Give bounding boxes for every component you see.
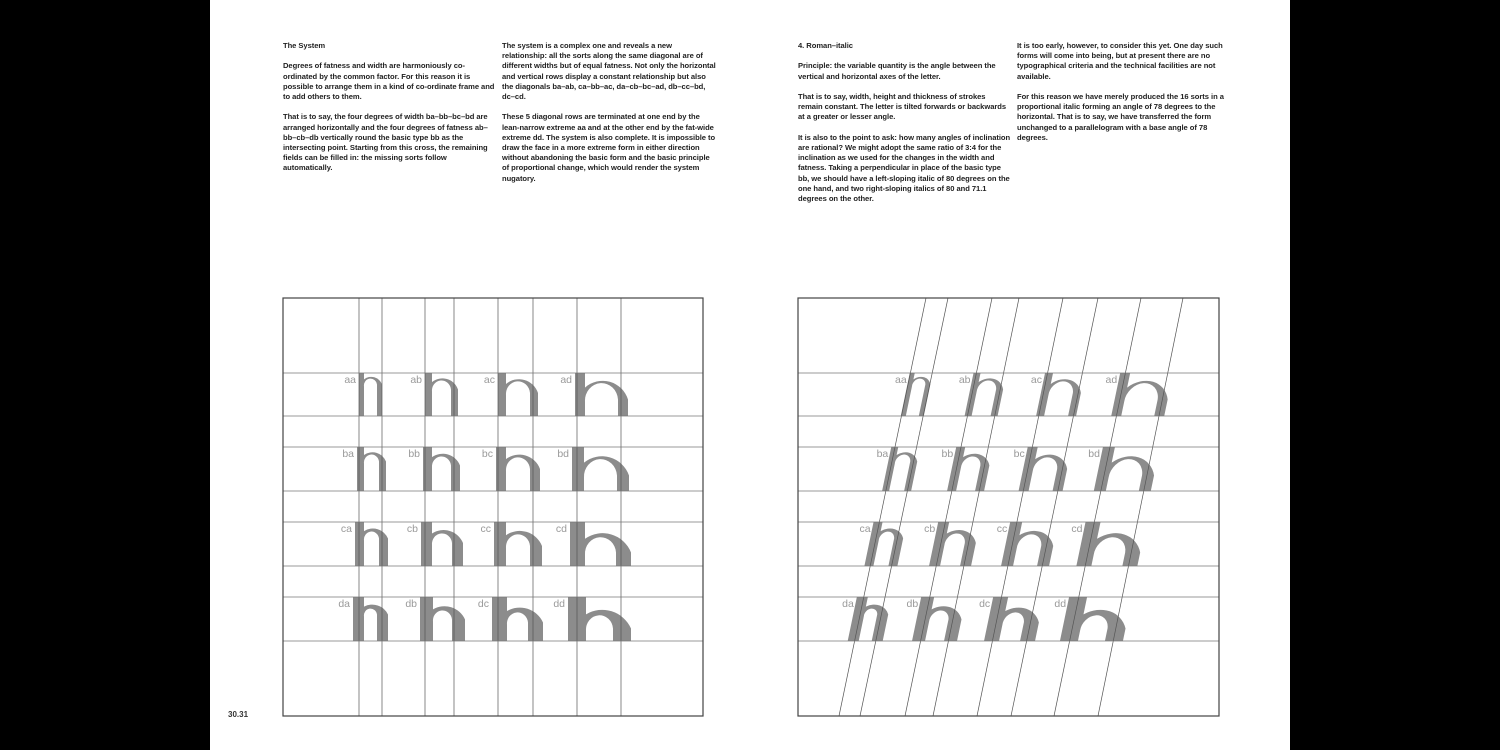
page-number: 30.31 [228, 710, 249, 719]
paragraph: These 5 diagonal rows are terminated at one end by the lean-narrow extreme aa and at the other end by the fat-wide extreme dd. The system is also complete. It is impossible to draw the face in a more extreme form in either direction without abandoning the basic form and the basic principle of proportional change, which would render the system nugatory. [502, 112, 716, 183]
italic-glyph-n-dc [984, 597, 1044, 641]
italic-glyph-n-cc [1001, 522, 1058, 566]
cell-label: ac [1030, 374, 1043, 386]
cell-label: bb [941, 448, 954, 460]
cell-label: ba [876, 448, 889, 460]
cell-label: bc [1013, 448, 1025, 460]
cell-label: bd [1088, 448, 1100, 460]
italic-glyph-n-ad [1111, 373, 1173, 416]
italic-glyph-n-ca [864, 522, 906, 566]
italic-glyph-n-cb [929, 522, 980, 566]
cell-label: ac [483, 374, 495, 386]
italic-glyph-n-da [848, 597, 892, 641]
paragraph: Degrees of fatness and width are harmoniously co-ordinated by the common factor. For this reason it is possible to arrange them in a kind of co-ordinate frame and to add others to them. [283, 61, 495, 101]
cell-label: dd [1054, 598, 1067, 610]
cell-label: ad [1105, 374, 1118, 386]
paragraph: The system is a complex one and reveals a new relationship: all the sorts along the same diagonal are of different widths but of equal fatness. Not only the horizontal and vertical rows display a constant relationship but also the diagonals ba–ab, ca–bb–ac, da–cb–bc–ad, db–cc–bd, dc–cd. [502, 41, 716, 102]
cell-label: bb [408, 448, 420, 460]
cell-label: dc [979, 598, 991, 610]
cell-label: bd [557, 448, 569, 460]
paragraph: It is too early, however, to consider this yet. One day such forms will come into being, but at present there are no typographical criteria and the technical facilities are not available. [1017, 41, 1223, 81]
italic-glyph-n-db [912, 597, 966, 641]
slant-guide-line [933, 298, 1019, 716]
cell-label: dc [477, 598, 489, 610]
cell-label: cb [924, 523, 936, 535]
italic-glyph-n-bc [1019, 447, 1072, 491]
slant-guide-line [977, 298, 1063, 716]
cell-label: dd [553, 598, 565, 610]
section-heading: The System [283, 41, 326, 50]
cell-label: cd [555, 523, 567, 535]
paragraph: That is to say, the four degrees of width ba–bb–bc–bd are arranged horizontally and the four degrees of fatness ab–bb–cb–db vertically round the basic type bb as the intersecting point. Starting from this cross, the remaining fields can be filled in: the missing sorts follow automatically. [283, 112, 488, 173]
cell-label: db [906, 598, 919, 610]
cell-label: cc [996, 523, 1008, 535]
cell-label: ca [340, 523, 352, 535]
paragraph: For this reason we have merely produced the 16 sorts in a proportional italic forming an angle of 78 degrees to the horizontal. That is to say, we have transferred the form unchanged to a parallelogram with a base angle of 78 degrees. [1017, 92, 1224, 142]
paragraph: Principle: the variable quantity is the angle between the vertical and horizontal axes of the letter. [798, 61, 996, 81]
slant-guide-line [860, 298, 948, 716]
cell-label: da [842, 598, 854, 610]
paragraph: That is to say, width, height and thickness of strokes remain constant. The letter is tilted forwards or backwards at a greater or lesser angle. [798, 91, 1007, 122]
cell-label: cd [1071, 523, 1083, 535]
slant-guide-line [1011, 298, 1098, 716]
cell-label: da [338, 598, 350, 610]
cell-label: bc [481, 448, 493, 460]
cell-label: ab [958, 374, 971, 386]
slant-guide-line [905, 298, 992, 716]
italic-glyph-n-bd [1094, 447, 1160, 491]
cell-label: cb [406, 523, 418, 535]
cell-label: db [405, 598, 417, 610]
cell-label: ba [342, 448, 354, 460]
slant-guide-line [1098, 298, 1183, 716]
figure-frame [798, 298, 1219, 716]
italic-glyph-n-ab [965, 373, 1007, 416]
section-heading: 4. Roman–italic [798, 41, 853, 50]
cell-label: aa [344, 374, 356, 386]
cell-label: ad [560, 374, 572, 386]
cell-label: ca [859, 523, 871, 535]
paragraph: It is also to the point to ask: how many angles of inclination are rational? We might adopt the same ratio of 3:4 for the inclination as we used for the changes in the width and fatness. Taking a perpendicular in place of the basic type bb, we should have a left-sloping italic of 80 degrees on the one hand, and two right-sloping italics of 80 and 71.1 degrees on the other. [798, 132, 1011, 203]
cell-label: cc [480, 523, 491, 535]
slant-guide-line [1054, 298, 1141, 716]
cell-label: ab [410, 374, 422, 386]
slant-guide-line [839, 298, 926, 716]
italic-glyph-n-bb [947, 447, 993, 491]
cell-label: aa [895, 374, 907, 386]
